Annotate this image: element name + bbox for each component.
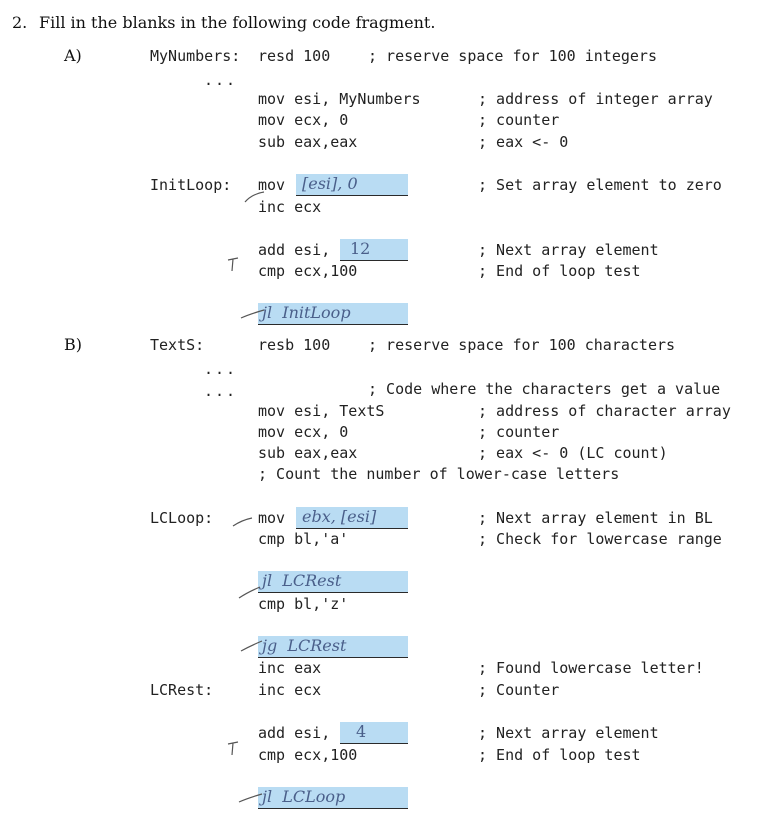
cmp-instruction: cmp bl,'z' xyxy=(258,595,349,613)
code-comment: ; eax <- 0 xyxy=(478,133,569,151)
add-esi-instruction: add esi, xyxy=(258,724,331,742)
cmp-instruction: cmp bl,'a' xyxy=(258,530,349,548)
answer-jg-lcrest: jg LCRest xyxy=(262,636,347,655)
add-esi-instruction: add esi, xyxy=(258,241,331,259)
check-mark-icon xyxy=(226,740,242,758)
answer-add-esi-b: 4 xyxy=(356,722,367,741)
check-mark-icon xyxy=(232,516,254,528)
code-line: mov ecx, 0 xyxy=(258,111,349,129)
lcrest-label: LCRest: xyxy=(150,681,214,699)
ellipsis-b1: ... xyxy=(204,360,238,378)
code-line: sub eax,eax xyxy=(258,133,358,151)
answer-jump-b: jl LCLoop xyxy=(262,787,346,806)
blank-add-esi-b[interactable] xyxy=(340,722,408,744)
code-comment: ; Set array element to zero xyxy=(478,176,722,194)
code-line: sub eax,eax xyxy=(258,444,358,462)
code-comment: ; Code where the characters get a value xyxy=(368,380,721,398)
inc-ecx-instruction: inc ecx xyxy=(258,681,322,699)
initloop-label: InitLoop: xyxy=(150,176,232,194)
mynumbers-decl: resd 100 xyxy=(258,47,331,65)
code-comment: ; Check for lowercase range xyxy=(478,530,722,548)
question-prompt: Fill in the blanks in the following code fragment. xyxy=(39,13,436,32)
code-comment: ; End of loop test xyxy=(478,262,641,280)
mynumbers-label: MyNumbers: xyxy=(150,47,241,65)
code-comment: ; address of character array xyxy=(478,402,731,420)
check-mark-icon xyxy=(240,306,266,320)
texts-decl: resb 100 xyxy=(258,336,331,354)
texts-comment: ; reserve space for 100 characters xyxy=(368,336,676,354)
check-mark-icon xyxy=(226,256,242,274)
code-comment: ; Next array element xyxy=(478,724,659,742)
mov-instruction: mov xyxy=(258,176,286,194)
ellipsis-a: ... xyxy=(204,71,238,89)
lcloop-label: LCLoop: xyxy=(150,509,214,527)
code-comment: ; Count the number of lower-case letters xyxy=(258,465,620,483)
check-mark-icon xyxy=(240,638,264,654)
ellipsis-b2: ... xyxy=(204,382,238,400)
code-comment: ; eax <- 0 (LC count) xyxy=(478,444,668,462)
code-line: mov esi, MyNumbers xyxy=(258,90,421,108)
code-comment: ; Next array element in BL xyxy=(478,509,713,527)
texts-label: TextS: xyxy=(150,336,205,354)
question-number: 2. xyxy=(12,13,28,32)
cmp-instruction: cmp ecx,100 xyxy=(258,746,358,764)
answer-jump-a: jl InitLoop xyxy=(262,303,351,322)
code-comment: ; counter xyxy=(478,423,560,441)
code-comment: ; counter xyxy=(478,111,560,129)
cmp-instruction: cmp ecx,100 xyxy=(258,262,358,280)
code-comment: ; End of loop test xyxy=(478,746,641,764)
part-b-label: B) xyxy=(64,335,82,354)
code-comment: ; Found lowercase letter! xyxy=(478,659,704,677)
part-a-label: A) xyxy=(64,46,82,65)
code-comment: ; Next array element xyxy=(478,241,659,259)
mynumbers-comment: ; reserve space for 100 integers xyxy=(368,47,657,65)
code-line: inc ecx xyxy=(258,198,322,216)
answer-init-mov: [esi], 0 xyxy=(302,174,358,193)
code-line: mov esi, TextS xyxy=(258,402,385,420)
code-comment: ; address of integer array xyxy=(478,90,713,108)
mov-instruction: mov xyxy=(258,509,286,527)
answer-lc-mov: ebx, [esi] xyxy=(302,507,377,526)
code-comment: ; Counter xyxy=(478,681,560,699)
inc-eax-instruction: inc eax xyxy=(258,659,322,677)
answer-add-esi-a: 12 xyxy=(350,239,371,258)
check-mark-icon xyxy=(238,790,264,804)
answer-jl-lcrest: jl LCRest xyxy=(262,571,342,590)
code-line: mov ecx, 0 xyxy=(258,423,349,441)
